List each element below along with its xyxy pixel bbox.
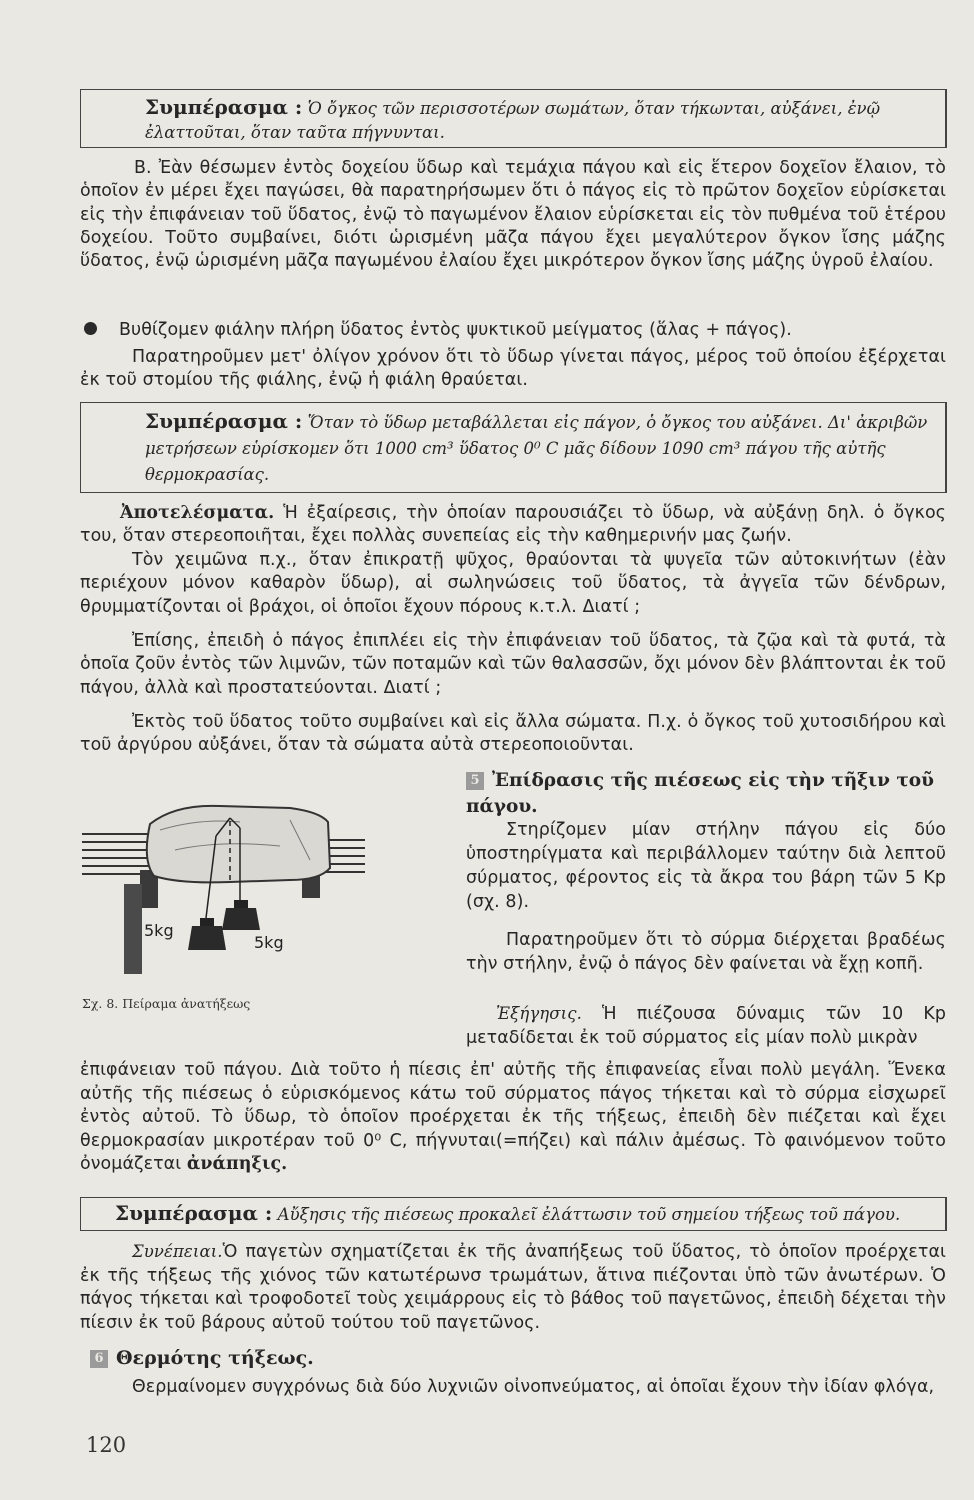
section-5-title-b: πάγου. (466, 796, 538, 817)
reglaciation-term: ἀνάπηξις. (186, 1154, 288, 1174)
conclusion-box-1 (80, 89, 947, 148)
explanation-rest: ἐπιφάνειαν τοῦ πάγου. Διὰ τοῦτο ἡ πίεσις ἐπ' αὐτῆς τῆς ἐπιφανείας εἶναι πολὺ μεγάλη. Ἕνεκα αὐτῆς τῆς πιέσεως ὁ εὑρισκόμενος κάτω τοῦ σύρματος πάγος τήκεται καὶ τὸ σύρμα εἰσχωρεῖ ἐντὸς αὐτοῦ. Τὸ ὕδωρ, τὸ ὁποῖον προέρχεται ἐκ τῆς τήξεως, ἐπειδὴ δὲν πιέζεται καὶ ἔχει θερμοκρασίαν μικροτέραν τοῦ 0⁰ C, πήγνυται(=πήζει) καὶ πάλιν ἀμέσως. Τὸ φαινόμενον τοῦτο ὀνομάζεται (80, 1060, 946, 1174)
results-text-1: Ἡ ἐξαίρεσις, τὴν ὁποίαν παρουσιάζει τὸ ὕδωρ, νὰ αὐξάνῃ δηλ. ὁ ὄγκος του, ὅταν στερεοποιῆται, ἔχει πολλὰς συνεπείας εἰς τὴν καθημερινήν μας ζωήν. (80, 503, 946, 547)
section-5-paragraph-1: Στηρίζομεν μίαν στήλην πάγου εἰς δύο ὑποστηρίγματα καὶ περιβάλλομεν ταύτην διὰ λεπτοῦ σύρματος, φέροντος εἰς τὰ ἄκρα του βάρη τῶν 5 Kp (σχ. 8). (466, 820, 946, 912)
weight-left-label: 5kg (144, 921, 174, 940)
results-paragraph-2: Τὸν χειμῶνα π.χ., ὅταν ἐπικρατῇ ψῦχος, θραύονται τὰ ψυγεῖα τῶν αὐτοκινήτων (ἐὰν περιέχουν μόνον καθαρὸν ὕδωρ), αἱ σωληνώσεις τοῦ ὕδατος, τὰ ἀγγεῖα τῶν δένδρων, θρυμματίζονται οἱ βράχοι, οἱ ὁποῖοι ἔχουν πόρους κ.τ.λ. Διατί ; (80, 550, 946, 617)
section-5-title-a: Ἐπίδρασις τῆς πιέσεως εἰς τὴν τῆξιν τοῦ (492, 770, 934, 791)
figure-8 (80, 800, 440, 990)
results-paragraph (80, 502, 946, 549)
section-6-paragraph: Θερμαίνομεν συγχρόνως διὰ δύο λυχνιῶν οἰνοπνεύματος, αἱ ὁποῖαι ἔχουν τὴν ἰδίαν φλόγα, (132, 1377, 935, 1397)
observation-paragraph: Παρατηροῦμεν μετ' ὀλίγον χρόνον ὅτι τὸ ὕδωρ γίνεται πάγος, μέρος τοῦ ὁποίου ἐξέρχεται ἐκ τοῦ στομίου τῆς φιάλης, ἐνῷ ἡ φιάλη θραύεται. (80, 347, 946, 391)
conclusion-text: Ὁ ὄγκος τῶν περισσοτέρων σωμάτων, ὅταν τήκωνται, αὐξάνει, ἐνῷ ἐλαττοῦται, ὅταν ταῦτα πήγνυνται. (145, 99, 881, 142)
explanation-start (466, 1002, 946, 1050)
paragraph-b: Β. Ἐὰν θέσωμεν ἐντὸς δοχείου ὕδωρ καὶ τεμάχια πάγου καὶ εἰς ἕτερον δοχεῖον ἔλαιον, τὸ ὁποῖον ἐν μέρει ἔχει παγώσει, θὰ παρατηρήσωμεν ὅτι ὁ πάγος εἰς τὸ πρῶτον δοχεῖον εὑρίσκεται εἰς τὴν ἐπιφάνειαν τοῦ ὕδατος, ἐνῷ τὸ παγωμένον ἔλαιον εὑρίσκεται εἰς τὸν πυθμένα τοῦ ἑτέρου δοχείου. Τοῦτο συμβαίνει, διότι ὡρισμένη μᾶζα πάγου ἔχει μεγαλύτερον ὄγκον ἴσης μάζης ὕδατος, ἐνῷ ὡρισμένη μᾶζα παγωμένου ἐλαίου ἔχει μικρότερον ὄγκον ἴσης μάζης ὑγροῦ ἐλαίου. (80, 158, 946, 272)
section-5-paragraph-2: Παρατηροῦμεν ὅτι τὸ σύρμα διέρχεται βραδέως τὴν στήλην, ἐνῷ ὁ πάγος δὲν φαίνεται νὰ ἔχῃ κοπῆ. (466, 930, 946, 974)
conclusion-box-2 (80, 402, 947, 493)
results-paragraph-3: Ἐπίσης, ἐπειδὴ ὁ πάγος ἐπιπλέει εἰς τὴν ἐπιφάνειαν τοῦ ὕδατος, τὰ ζῷα καὶ τὰ φυτά, τὰ ὁποῖα ζοῦν ἐντὸς τῶν λιμνῶν, τῶν ποταμῶν καὶ τῶν θαλασσῶν, ὄχι μόνον δὲν βλάπτονται ἐκ τοῦ πάγου, ἀλλὰ καὶ προστατεύονται. Διατί ; (80, 631, 946, 698)
conclusion-text: Αὔξησις τῆς πιέσεως προκαλεῖ ἐλάττωσιν τοῦ σημείου τήξεως τοῦ πάγου. (277, 1205, 901, 1224)
figure-caption: Σχ. 8. Πείραμα ἀνατήξεως (82, 996, 251, 1011)
conclusion-label: Συμπέρασμα : (145, 409, 303, 433)
explanation-continuation (80, 1059, 946, 1177)
experiment-text: Βυθίζομεν φιάλην πλήρη ὕδατος ἐντὸς ψυκτικοῦ μείγματος (ἅλας + πάγος). (119, 320, 792, 340)
bullet-icon (84, 322, 97, 335)
section-6-heading (90, 1346, 314, 1370)
conclusion-text: Ὅταν τὸ ὕδωρ μεταβάλλεται εἰς πάγον, ὁ ὄγκος του αὐξάνει. Δι' ἀκριβῶν μετρήσεων εὑρίσκομεν ὅτι 1000 cm³ ὕδατος 0⁰ C μᾶς δίδουν 1090 cm³ πάγου τῆς αὐτῆς θερμοκρασίας. (145, 413, 928, 484)
section-number-badge: 5 (466, 772, 484, 790)
explanation-text: Ἡ πιέζουσα δύναμις τῶν 10 Kp μεταδίδεται ἐκ τοῦ σύρματος εἰς μίαν πολὺ μικρὰν (466, 1004, 946, 1048)
conclusion-label: Συμπέρασμα : (115, 1201, 273, 1225)
consequences-label: Συνέπειαι. (132, 1242, 223, 1261)
consequences-paragraph (80, 1240, 946, 1335)
weight-right-label: 5kg (254, 933, 284, 952)
ice-experiment-illustration (80, 800, 440, 990)
page-number: 120 (86, 1433, 127, 1457)
conclusion-box-3 (80, 1197, 947, 1231)
weight-right-icon (222, 900, 260, 930)
section-5-heading (466, 768, 956, 820)
section-number-badge: 6 (90, 1350, 108, 1368)
results-heading: Ἀποτελέσματα. (120, 503, 275, 523)
results-paragraph-4: Ἐκτὸς τοῦ ὕδατος τοῦτο συμβαίνει καὶ εἰς ἄλλα σώματα. Π.χ. ὁ ὄγκος τοῦ χυτοσιδήρου καὶ τοῦ ἀργύρου αὐξάνει, ὅταν τὰ σώματα αὐτὰ στερεοποιοῦνται. (80, 712, 946, 756)
consequences-text: Ὁ παγετὼν σχηματίζεται ἐκ τῆς ἀναπήξεως τοῦ ὕδατος, τὸ ὁποῖον προέρχεται ἐκ τῆς τήξεως τῆς χιόνος τῶν κατωτέρωνσ τρωμάτων, ἅτινα πιέζονται ὑπὸ τῶν ἀνωτέρων. Ὁ πάγος τήκεται καὶ τροφοδοτεῖ τοὺς χειμάρρους εἰς τὸ βάθος τοῦ παγετῶνος, ἐπειδὴ δέχεται τὴν πίεσιν ἐκ τοῦ βάρους αὐτοῦ τούτου τοῦ παγετῶνος. (80, 1242, 946, 1333)
experiment-bullet (80, 319, 946, 342)
explanation-label: Ἐξήγησις. (496, 1004, 582, 1023)
section-6-title: Θερμότης τήξεως. (116, 1347, 314, 1369)
conclusion-label: Συμπέρασμα : (145, 95, 303, 119)
weight-left-icon (188, 918, 226, 950)
